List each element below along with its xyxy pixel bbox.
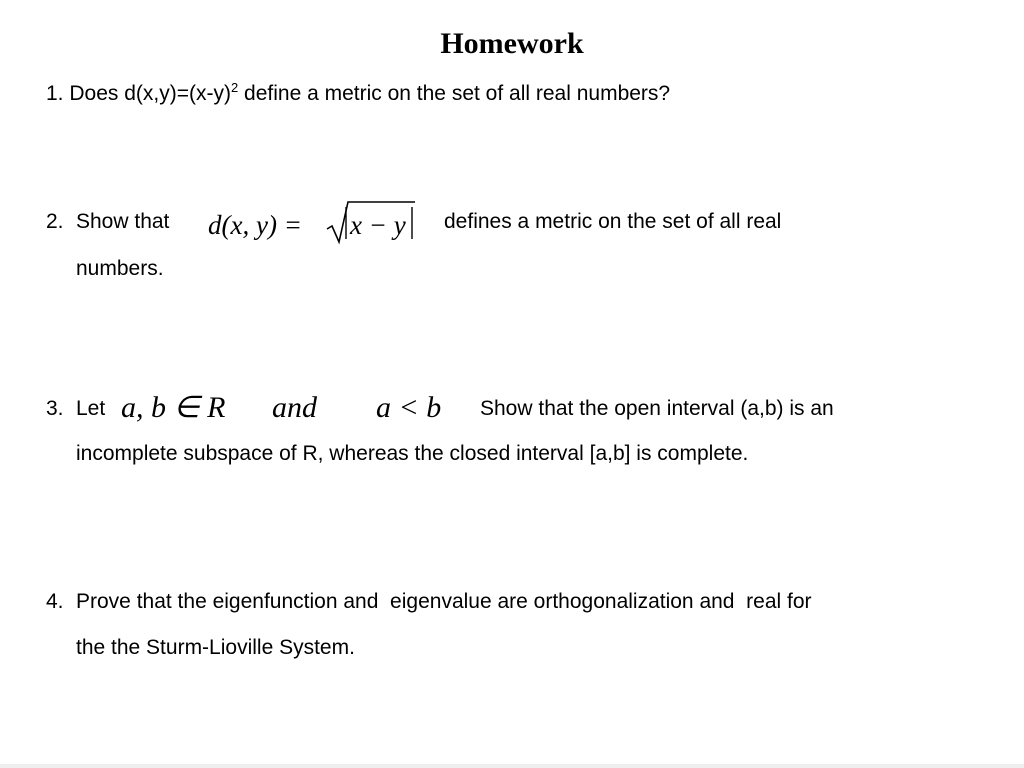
problem-4-text: Prove that the eigenfunction and eigenvalue are orthogonalization and real for: [76, 590, 812, 613]
problem-2-text: defines a metric on the set of all real: [444, 210, 782, 233]
problem-3-continuation: incomplete subspace of R, whereas the closed interval [a,b] is complete.: [76, 442, 749, 465]
problem-3-text: Show that the open interval (a,b) is an: [480, 397, 834, 420]
problem-1: [46, 81, 670, 107]
formula-radicand: x − y: [350, 210, 406, 240]
formula-lhs: d(x, y) =: [208, 210, 302, 240]
problem-2-lead: Show that: [76, 210, 170, 233]
problem-1-number: 1.: [46, 82, 64, 105]
bottom-divider: [0, 764, 1024, 768]
problem-3-number: 3.: [46, 397, 64, 420]
problem-2-number: 2.: [46, 210, 64, 233]
problem-3-lead: Let: [76, 397, 106, 420]
exponent: 2: [230, 80, 239, 95]
problem-2-continuation: numbers.: [76, 257, 164, 280]
problem-1-text: Does $d(x,y)=(x-y)^2$ define a metric on the set of all real numbers?: [69, 80, 671, 105]
formula-set: a, b ∈ R: [121, 391, 226, 424]
problem-4-number: 4.: [46, 590, 64, 613]
metric-formula: [208, 208, 302, 242]
formula-inequality: a < b: [376, 391, 442, 424]
formula-and: and: [272, 391, 317, 424]
page-title: Homework: [440, 27, 584, 60]
problem-4-continuation: the the Sturm-Lioville System.: [76, 636, 355, 659]
